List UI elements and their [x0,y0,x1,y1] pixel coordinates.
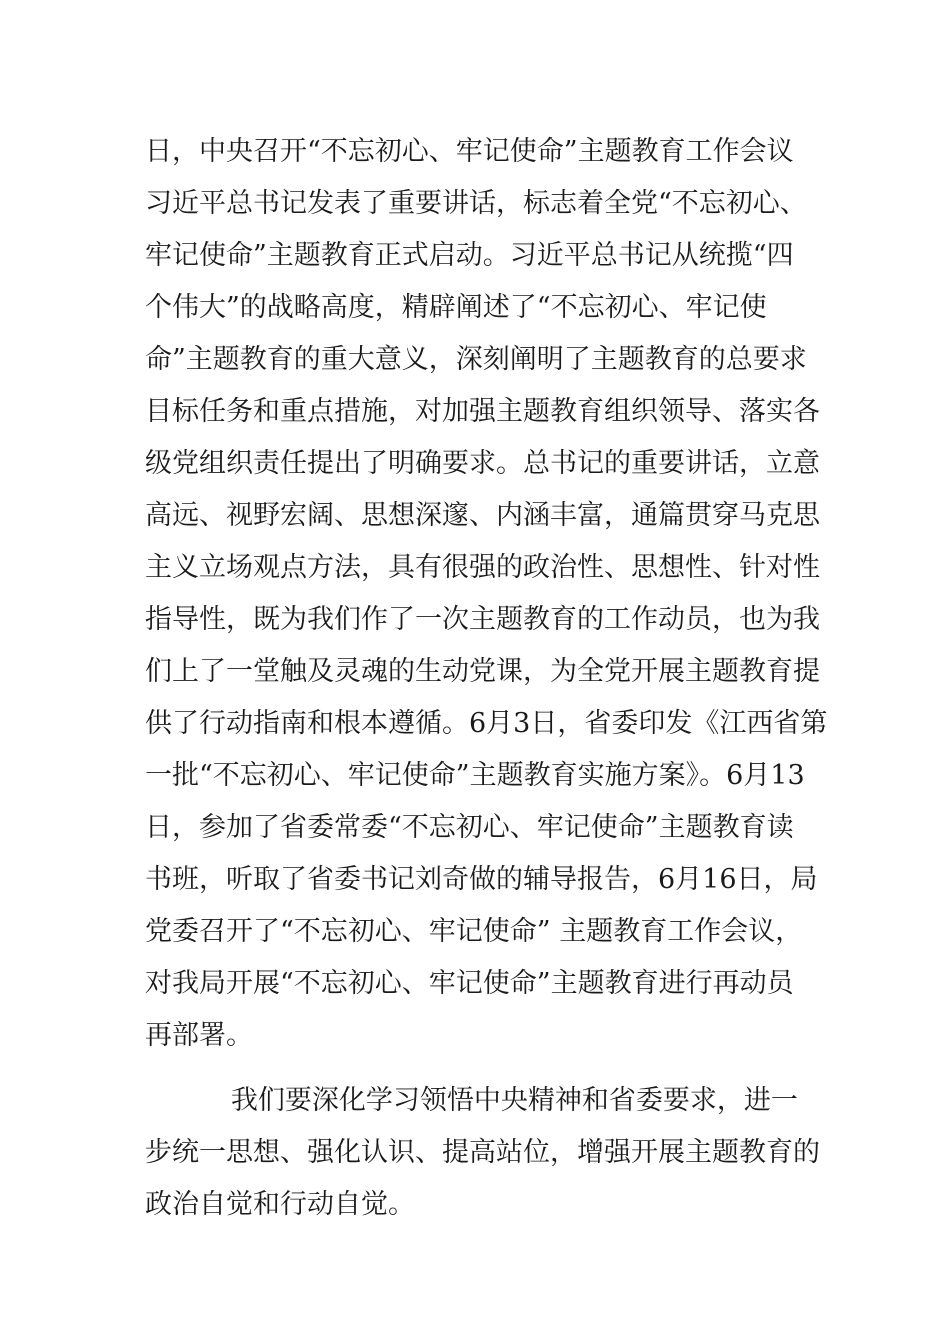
text-line: 一批“不忘初心、牢记使命”主题教育实施方案》。6月13 [145,760,805,791]
text-line: 政治自觉和行动自觉。 [145,1189,415,1220]
paragraph-2 [145,1082,820,1238]
text-line: 我们要深化学习领悟中央精神和省委要求，进一 [145,1085,798,1116]
text-line: 日，中央召开“不忘初心、牢记使命”主题教育工作会议 [145,136,794,167]
text-line: 日，参加了省委常委“不忘初心、牢记使命”主题教育读 [145,812,794,843]
text-line: 级党组织责任提出了明确要求。总书记的重要讲话，立意 [145,448,820,479]
text-line: 步统一思想、强化认识、提高站位，增强开展主题教育的 [145,1137,820,1168]
text-line: 个伟大”的战略高度，精辟阐述了“不忘初心、牢记使 [145,292,767,323]
text-line: 命”主题教育的重大意义，深刻阐明了主题教育的总要求 [145,344,807,375]
text-line: 再部署。 [145,1020,253,1051]
text-line: 牢记使命”主题教育正式启动。习近平总书记从统揽“四 [145,240,794,271]
text-line: 目标任务和重点措施，对加强主题教育组织领导、落实各 [145,396,820,427]
text-line: 供了行动指南和根本遵循。6月3日，省委印发《江西省第 [145,708,828,739]
text-line: 党委召开了“不忘初心、牢记使命” 主题教育工作会议， [145,916,803,947]
text-line: 习近平总书记发表了重要讲话，标志着全党“不忘初心、 [145,188,807,219]
text-line: 主义立场观点方法，具有很强的政治性、思想性、针对性 [145,552,820,583]
paragraph-1 [145,133,828,1069]
text-line: 指导性，既为我们作了一次主题教育的工作动员，也为我 [145,604,820,635]
text-line: 高远、视野宏阔、思想深邃、内涵丰富，通篇贯穿马克思 [145,500,820,531]
text-line: 们上了一堂触及灵魂的生动党课，为全党开展主题教育提 [145,656,820,687]
text-line: 书班，听取了省委书记刘奇做的辅导报告，6月16日，局 [145,864,818,895]
text-line: 对我局开展“不忘初心、牢记使命”主题教育进行再动员 [145,968,794,999]
